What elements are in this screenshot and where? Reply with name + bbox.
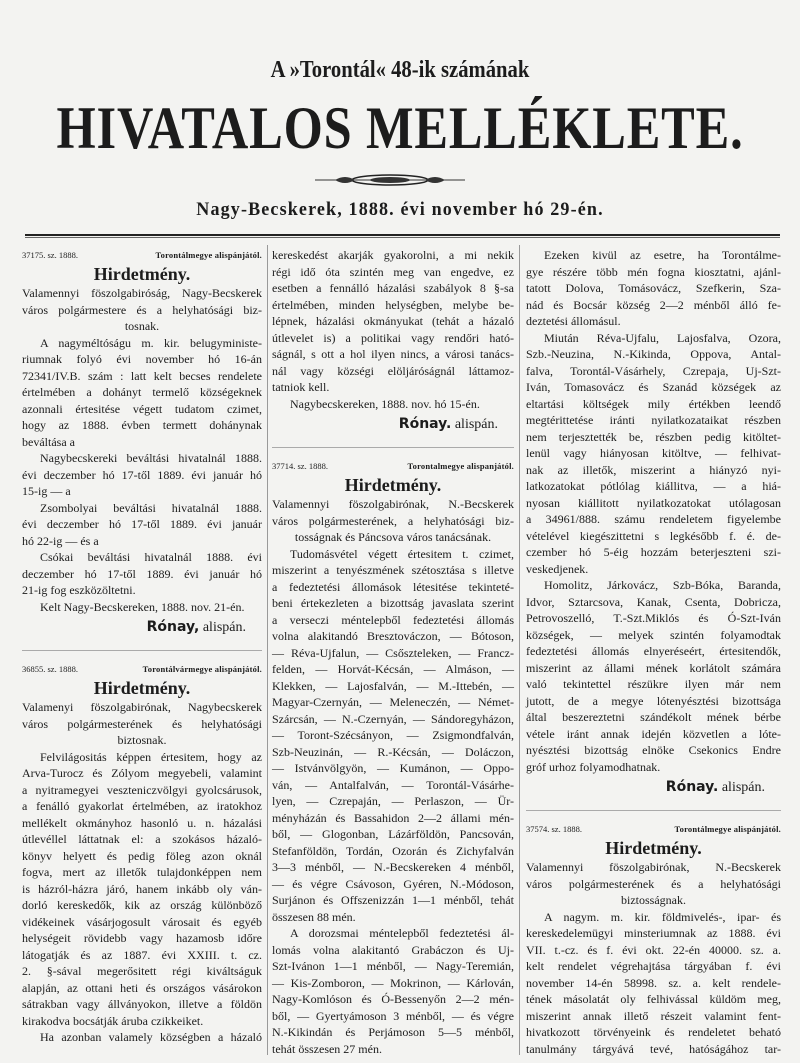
text-line: vételével kiegészittetni s legkésőbb f. é. de-	[526, 528, 781, 543]
paragraph	[272, 925, 514, 1057]
text-line: Ezeken kivül az esetre, ha Torontálme-	[544, 248, 781, 262]
notice-title: Hirdetmény.	[605, 838, 702, 858]
signature	[272, 414, 514, 435]
text-line: alapján, az ottani heti és országos vásárokon	[22, 980, 262, 995]
text-line: nád és Bocsár község 2—2 ménből álló fe-	[526, 297, 781, 312]
text-line: Valamenyi föszolgabirónak, Nagybecskerek	[22, 700, 262, 714]
text-line: Szb.-Neuzina, N.-Kikinda, Oppova, Antal-	[526, 347, 781, 361]
text-line: 21-ig fog eszközöltetni.	[22, 583, 136, 597]
text-line: czember hó 5-éig hozzám beterjeszteni szi-	[526, 545, 781, 559]
text-line: fedeztetési állomás elnyeréseért, értesitendők,	[526, 644, 781, 658]
paragraph	[22, 749, 262, 1030]
header-rule	[25, 234, 780, 236]
text-line: nál vagy községi elöljáróságnál láttamoz-	[272, 363, 514, 378]
text-line: Stefanföldön, Tordán, Ozorán és Zichyfalván	[272, 843, 514, 858]
text-line: Miután Réva-Ujfalu, Lajosfalva, Ozora,	[544, 330, 781, 345]
text-line: vétele iránt annak idején közvetlen a lóte-	[526, 726, 781, 741]
column-divider	[519, 245, 520, 1055]
text-line: gróf urhoz folyamodhatnak.	[526, 759, 661, 774]
notice-number: 37175. sz. 1888.	[22, 250, 78, 260]
text-line: a verseczi méntelepből fedeztetési állomás	[272, 612, 514, 627]
notice-separator	[22, 650, 262, 651]
text-line: Nagy-Komlóson és Ó-Bessenyőn 2—2 mén-	[272, 992, 514, 1006]
text-line: nyésztési bizottság elnöke Csekonics Endre	[526, 743, 781, 757]
text-line: útlevelet is) a politikai vagy rendőri ható-	[272, 330, 514, 345]
text-line: beni értekezleten a bizottság javaslata szerint	[272, 596, 514, 610]
text-line: latkozatokat pótlólag kiállitva, — a hiá-	[526, 479, 781, 493]
paragraph	[272, 247, 514, 396]
text-line: kereskedelemügyi minsteriumnak az 1888. évi	[526, 926, 781, 940]
text-line: felden, — Horvát-Kécsán, — Almáson, —	[272, 662, 514, 676]
text-line: ből, — Gyertyámoson 3 ménből, — és végre	[272, 1008, 514, 1023]
text-line: mellékelt okmányhoz hasonló u. n. házalási	[22, 815, 262, 830]
text-line: értelmében a dohányt termelő községeknek	[22, 385, 262, 399]
supplement-subtitle: A »Torontál« 48-ik számának	[270, 57, 530, 83]
paragraph	[526, 247, 781, 330]
text-line: Valamennyi föszolgabirónak, N.-Becskerek	[272, 497, 514, 511]
signature-name: Rónay,	[146, 619, 200, 635]
text-line: — Réva-Ujfalun, — Csőszteleken, — Francz-	[272, 645, 514, 660]
text-line: Petrovoszelló, T.-Szt.Miklós és Ó-Szt-Iván	[526, 611, 781, 625]
text-line: — Kis-Zomboron, — Mokrinon, — Kárlován,	[272, 975, 514, 990]
text-line: értelmében, minden helységben, melybe be-	[272, 297, 514, 312]
text-line: tehát összesen 27 mén.	[272, 1041, 382, 1056]
text-line: lyen, — Czrepaján, — Perlaszon, — Ür-	[272, 794, 514, 808]
text-line: való tekintettel részükre ilyen már nem	[526, 677, 781, 691]
text-line: által beszereztetni szándékolt mének bérbe	[526, 710, 781, 724]
text-line: is házról-házra járó, hanem inkább oly ván-	[22, 881, 262, 896]
notice-title: Hirdetmény.	[344, 475, 442, 495]
notice-source: Torontálmegye alispánjától.	[674, 824, 781, 834]
text-line: város polgármesterének és a helyhatósági	[526, 876, 781, 891]
text-line: miszerint az állami mének korlátolt számára	[526, 660, 781, 675]
text-line: tének másolatát oly felhivással küldöm meg,	[526, 992, 781, 1006]
text-line: 3—3 ménből, — N.-Becskereken 4 ménből,	[272, 860, 514, 874]
text-line: Homolitz, Járkovácz, Szb-Bóka, Baranda,	[544, 578, 781, 592]
signature-name: Rónay.	[665, 779, 719, 795]
text-line: Valamennyi föszolgabirónak, N.-Becskerek	[526, 860, 781, 874]
text-line: Tudomásvétel végett értesitem t. czimet,	[290, 546, 514, 561]
paragraph	[22, 450, 262, 500]
dateline	[272, 396, 514, 413]
paragraph	[526, 330, 781, 578]
text-line: ből, — Glogonban, Lázárföldön, Pancsován,	[272, 827, 514, 841]
text-line: A nagym. m. kir. földmivelés-, ipar- és	[544, 909, 781, 924]
text-line: a fedeztetési állomások létesitése tekinteté-	[272, 579, 514, 594]
signature-role: alispán.	[721, 780, 765, 795]
text-line: Klekken, — Lajosfalván, — M.-Ittebén, —	[272, 678, 514, 693]
column-2	[272, 247, 514, 1057]
masthead-title: HIVATALOS MELLÉKLETE.	[56, 95, 744, 161]
text-line: nak az illetők, miszerint a hiányzó nyi-	[526, 462, 781, 477]
signature-role: alispán.	[202, 620, 246, 635]
text-line: Ha azonban valamely községben a házaló	[40, 1030, 262, 1044]
text-line: útlevéllel láttatnak el: a szokásos házaló-	[22, 832, 262, 846]
text-line: azonnali értesitése végett tudatom czimet,	[22, 401, 262, 416]
text-line: 2. §-sával megerősitett régi kiváltságuk	[22, 964, 262, 978]
paragraph	[22, 500, 262, 550]
text-line: riumnak folyó évi november hó 16-án	[22, 352, 262, 366]
notice-separator	[526, 810, 781, 811]
text-line: biztosságnak.	[621, 893, 686, 907]
text-line: régi idő óta szintén meg van engedve, ez	[272, 264, 514, 279]
text-line: Szt-Ivánon 1—1 ménből, — Nagy-Teremián,	[272, 959, 514, 973]
text-line: könyv helyett és pedig föleg azon oknál	[22, 848, 262, 863]
text-line: Iván, Tomasovácz és Szanád községek az	[526, 380, 781, 394]
text-line: esetben a fennálló házalási szabályok 8 §-sa	[272, 281, 514, 295]
signature	[526, 777, 781, 798]
text-line: vidékeinek vásárjogosult városait és egyéb	[22, 914, 262, 929]
column-3	[526, 247, 781, 1057]
text-line: lomás volna alakitantó Grabáczon és Uj-	[272, 942, 514, 957]
text-line: — Toront-Szécsányon, — Zsigmondfalván,	[272, 728, 514, 742]
text-line: deczember hó 17-től 1889. évi január hó	[22, 566, 262, 581]
text-line: a fenálló gyakorlat értelmében, az iratokhoz	[22, 799, 262, 813]
text-line: 72341/IV.B. szám : latt kelt becses rendelete	[22, 368, 262, 383]
text-line: miszerint a tenyészmének szétosztása s illetve	[272, 563, 514, 577]
text-line: évi deczember hó 17-től 1889. évi január hó	[22, 467, 262, 482]
text-line: — és végre Csávoson, Gyéren, N.-Módoson,	[272, 876, 514, 891]
text-line: falva, Torontál-Vásárhely, Czrepaja, Uj-Szt-	[526, 363, 781, 378]
text-line: város polgármesterének, a helyhatósági biz-	[272, 513, 514, 528]
text-line: látogatják és az 1887. évi XXIII. t. cz.	[22, 947, 262, 962]
text-line: hivatkozott törvényeink és rendeletet beható	[526, 1025, 781, 1039]
text-line: város polgármesterének és helyhatósági	[22, 716, 262, 731]
notice-title: Hirdetmény.	[93, 264, 191, 284]
paragraph	[22, 335, 262, 451]
notice-number: 37714. sz. 1888.	[272, 461, 328, 471]
text-line: ván, — Antalfalván, — Torontál-Vásárhe-	[272, 777, 514, 792]
text-line: N.-Kikindán és Perjámoson 5—5 ménből,	[272, 1025, 514, 1039]
text-line: nem terjesztették be, részben pedig kitöltet-	[526, 429, 781, 444]
notice-addressee	[526, 859, 781, 909]
text-line: tatott Dolova, Tomásovácz, Szefkerin, Sza-	[526, 281, 781, 295]
text-line: megtérittetése iránti nyilatkozataikat részben	[526, 413, 781, 427]
text-line: hogy az 1888. évben termett dohánynak	[22, 418, 262, 432]
notice-addressee	[22, 699, 262, 749]
text-line: lenül vagy hiányosan kitöltve, — felhivat-	[526, 446, 781, 460]
text-line: kelt rendelet végrehajtása tárgyában f. évi	[526, 959, 781, 973]
column-1	[22, 247, 262, 1046]
column-divider	[267, 245, 268, 1055]
text-line: kirakodva bocsátják áruba czikkeiket.	[22, 1013, 204, 1028]
text-line: községek, — melyek szintén folyamodtak	[526, 627, 781, 642]
text-line: tosságnak és Páncsova város tanácsának.	[294, 530, 492, 544]
notice-meta	[526, 823, 781, 835]
text-line: sátrakban vagy állványokon, illetve a földön	[22, 997, 262, 1011]
notice-number: 36855. sz. 1888.	[22, 664, 78, 674]
paragraph	[526, 577, 781, 775]
text-line: VII. t.-cz. és f. évi okt. 22-én 40000. sz. a.	[526, 942, 781, 957]
header-rule-thin	[25, 237, 780, 238]
text-line: Nagybecskereken, 1888. nov. hó 15-én.	[290, 396, 480, 411]
text-line: nyosan kiállitott nyilatkozatokat utólagosan	[526, 495, 781, 510]
text-line: volna alakitandó Bresztováczon, — Bótoson,	[272, 629, 514, 643]
text-line: ményházán és Bassahidon 2—2 állami mén-	[272, 810, 514, 825]
notice-separator	[272, 447, 514, 448]
text-line: helységeit rövidebb vagy hazamosb időre	[22, 931, 262, 945]
text-line: Magyar-Czernyán, — Meleneczén, — Német-	[272, 695, 514, 709]
text-line: lépnek, házalási okmányukat (tehát a házaló	[272, 314, 514, 328]
text-line: tosnak.	[124, 319, 160, 333]
notice-meta	[272, 460, 514, 472]
text-line: Arva-Turocz és Zólyom megyebeli, valamint	[22, 766, 262, 780]
text-line: miszerint annak illető részeit valamint fent-	[526, 1008, 781, 1023]
text-line: jutott, de a megye lótenyésztési bizottsága	[526, 693, 781, 708]
text-line: deztetési állomásul.	[526, 314, 621, 328]
issue-date: Nagy-Becskerek, 1888. évi november hó 29-én.	[196, 199, 604, 220]
text-line: gye részére több mén fogna kiosztatni, ajánl-	[526, 264, 781, 279]
text-line: fogva, mert az illetők tulajdonképpen nem	[22, 865, 262, 879]
text-line: Csókai beváltási hivatalnál 1888. évi	[40, 550, 262, 564]
text-line: Szb-Neuzinán, — R.-Kécsán, — Doláczon,	[272, 744, 514, 759]
text-line: Nagybecskereki beváltási hivatalnál 1888.	[40, 451, 262, 465]
paragraph	[22, 549, 262, 599]
text-line: ságnál, s ott a hol ilyen nincs, a városi tanács-	[272, 347, 514, 361]
text-line: eltartási költségek mily értékben leendő	[526, 396, 781, 411]
notice-addressee	[22, 285, 262, 335]
text-line: Idvor, Sztarcsova, Kanak, Csenta, Dobricza,	[526, 594, 781, 609]
paragraph	[22, 1029, 262, 1046]
text-line: A nagyméltóságu m. kir. belugyministe-	[40, 335, 262, 350]
text-line: Kelt Nagy-Becskereken, 1888. nov. 21-én.	[40, 599, 245, 614]
text-line: Felvilágositás képpen értesitem, hogy az	[40, 749, 262, 764]
notice-source: Torontalmegye alispanjától.	[407, 461, 514, 471]
text-line: kereskedést akarják gyakorolni, a mi nekik	[272, 248, 514, 262]
text-line: 15-ig — a	[22, 484, 71, 498]
text-line: dorló kereskedők, kik az ország különböző	[22, 898, 262, 912]
text-line: a nyitramegyei veszteniczvölgyi gyolcsárusok,	[22, 782, 262, 797]
text-line: tanulmány tárgyává tevé, hatóságához tar-	[526, 1041, 781, 1056]
text-line: a 34961/888. számu rendeletem figyelembe	[526, 512, 781, 526]
text-line: összesen 88 mén.	[272, 909, 356, 924]
text-line: A dorozsmai méntelepből fedeztetési ál-	[290, 926, 514, 940]
text-line: Szárcsán, — N.-Czernyán, — Sándoregyházon,	[272, 711, 514, 726]
notice-meta	[22, 249, 262, 261]
notice-addressee	[272, 496, 514, 546]
notice-number: 37574. sz. 1888.	[526, 824, 582, 834]
dateline	[22, 599, 262, 616]
signature-role: alispán.	[454, 417, 498, 432]
text-line: tatniok kell.	[272, 380, 330, 394]
ornament-divider-icon	[315, 172, 465, 188]
paragraph	[272, 546, 514, 926]
notice-source: Torontálvármegye alispánjától.	[142, 664, 262, 674]
text-line: Surjánon és Offszenizzán 1—1 ménből, tehát	[272, 893, 514, 907]
paragraph	[526, 909, 781, 1058]
text-line: Valamennyi föszolgabiróság, Nagy-Becskerek	[22, 286, 262, 300]
text-line: Zsombolyai beváltási hivatalnál 1888.	[40, 500, 262, 515]
text-line: november 14-én 58998. sz. a. kelt rendele-	[526, 975, 781, 990]
text-line: beváltása a	[22, 434, 75, 449]
notice-title: Hirdetmény.	[93, 678, 191, 698]
signature	[22, 617, 262, 638]
text-line: veskedjenek.	[526, 561, 589, 576]
notice-meta	[22, 663, 262, 675]
signature-name: Rónay.	[398, 416, 452, 432]
text-line: — Istvánvölgyön, — Kumánon, — Oppo-	[272, 761, 514, 775]
text-line: évi deczember hó 17-től 1889. évi január	[22, 517, 262, 531]
text-line: biztosnak.	[117, 733, 167, 747]
notice-source: Torontálmegye alispánjától.	[155, 250, 262, 260]
text-line: város polgármestere és a helyhatósági biz-	[22, 302, 262, 317]
text-line: hó 22-ig — és a	[22, 533, 99, 548]
